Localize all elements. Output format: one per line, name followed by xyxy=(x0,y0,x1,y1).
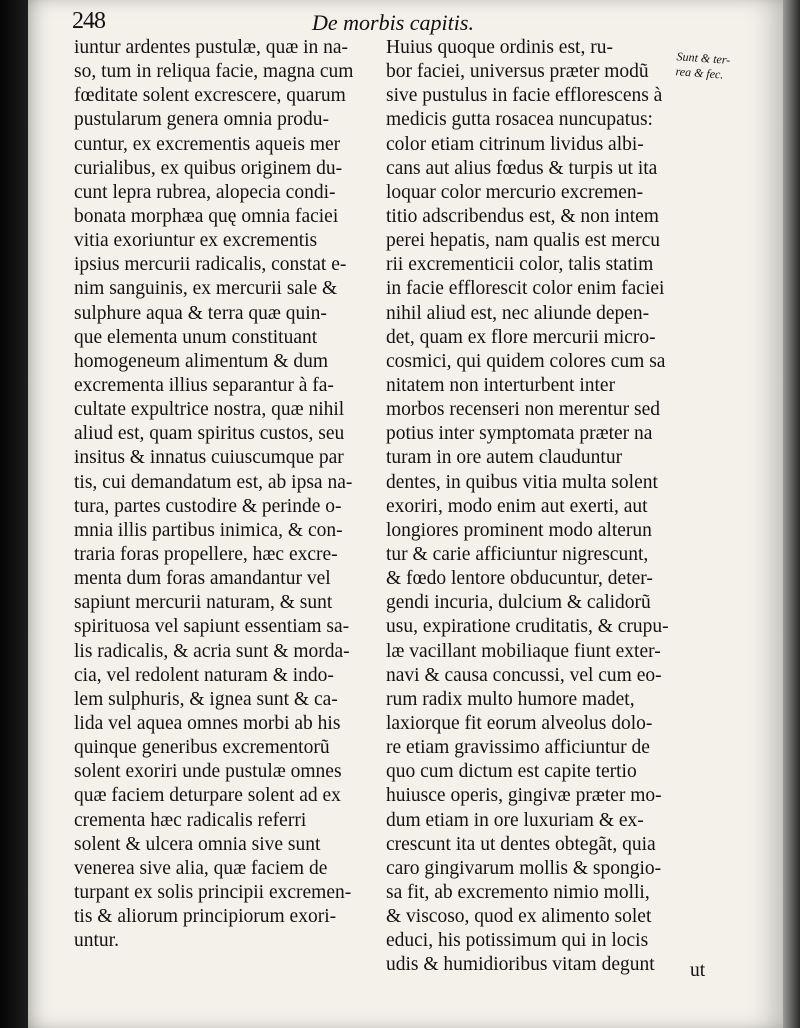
text-line: vitia exoriuntur ex excrementis xyxy=(74,230,318,252)
text-line: caro gingivarum mollis & spongio- xyxy=(386,857,662,879)
text-line: untur. xyxy=(74,930,119,952)
text-line: nim sanguinis, ex mercurii sale & xyxy=(74,278,338,300)
text-line: bor faciei, universus præter modũ xyxy=(386,61,649,83)
text-line: educi, his potissimum qui in locis xyxy=(386,930,649,952)
text-line: læ vacillant mobiliaque fiunt exter- xyxy=(386,640,661,662)
text-line: dum etiam in ore luxuriam & ex- xyxy=(386,809,644,831)
text-line: cunt lepra rubrea, alopecia condi- xyxy=(74,181,336,203)
text-line: homogeneum alimentum & dum xyxy=(74,350,329,372)
text-line: quinque generibus excrementorũ xyxy=(74,737,330,759)
text-line: det, quam ex flore mercurii micro- xyxy=(386,326,656,348)
text-line: bonata morphæa quę omnia faciei xyxy=(74,205,339,227)
text-line: perei hepatis, nam qualis est mercu xyxy=(386,230,660,252)
text-line: nihil aliud est, nec aliunde depen- xyxy=(386,302,650,324)
text-line: pustularum genera omnia produ- xyxy=(74,109,330,131)
text-line: que elementa unum constituant xyxy=(74,326,318,348)
text-line: navi & causa concussi, vel cum eo- xyxy=(386,664,662,686)
text-line: tura, partes custodire & perinde o- xyxy=(74,495,342,517)
text-line: re etiam gravissimo afficiuntur de xyxy=(386,737,650,759)
text-line: in facie efflorescit color enim faciei xyxy=(386,278,665,300)
running-title: De morbis capitis. xyxy=(312,10,474,35)
text-line: usu, expiratione cruditatis, & crupu- xyxy=(386,616,669,638)
text-line: excrementa illius separantur à fa- xyxy=(74,374,334,396)
text-line: lida vel aquea omnes morbi ab his xyxy=(74,712,341,734)
text-line: venerea sive alia, quæ faciem de xyxy=(74,857,328,879)
text-line: gendi incuria, dulcium & calidorũ xyxy=(386,592,651,614)
text-line: tur & carie afficiuntur nigrescunt, xyxy=(386,543,649,565)
text-line: titio adscribendus est, & non intem xyxy=(386,205,659,227)
text-line: quæ faciem deturpare solent ad ex xyxy=(74,785,341,807)
text-line: cultate expultrice nostra, quæ nihil xyxy=(74,399,345,421)
text-line: nitatem non interturbent inter xyxy=(386,374,616,396)
text-line: sapiunt mercurii naturam, & sunt xyxy=(74,592,333,614)
text-line: exoriri, modo enim aut exerti, aut xyxy=(386,495,648,517)
text-line: solent & ulcera omnia sive sunt xyxy=(74,833,321,855)
text-line: color etiam citrinum lividus albi- xyxy=(386,133,644,155)
text-line: spirituosa vel sapiunt essentiam sa- xyxy=(74,616,350,638)
text-line: curialibus, ex quibus originem du- xyxy=(74,157,343,179)
text-line: lis radicalis, & acria sunt & morda- xyxy=(74,640,350,662)
left-text-column xyxy=(74,36,366,953)
text-line: insitus & innatus cuiuscumque par xyxy=(74,447,344,469)
text-line: laxiorque fit eorum alveolus dolo- xyxy=(386,712,653,734)
text-line: traria foras propellere, hæc excre- xyxy=(74,543,338,565)
text-line: crescunt ita ut dentes obtegãt, quia xyxy=(386,833,656,855)
text-line: menta dum foras amandantur vel xyxy=(74,568,331,590)
text-line: loquar color mercurio excremen- xyxy=(386,181,644,203)
text-line: tis, cui demandatum est, ab ipsa na- xyxy=(74,471,353,493)
text-line: ipsius mercurii radicalis, constat e- xyxy=(74,254,347,276)
text-line: fœditate solent excrescere, quarum xyxy=(74,85,346,107)
text-line: morbos recenseri non merentur sed xyxy=(386,399,660,421)
text-line: lem sulphuris, & ignea sunt & ca- xyxy=(74,688,338,710)
text-line: sive pustulus in facie efflorescens à xyxy=(386,85,663,107)
text-line: rum radix multo humore madet, xyxy=(386,688,635,710)
text-line: udis & humidioribus vitam degunt xyxy=(386,954,655,976)
text-line: cans aut alius fœdus & turpis ut ita xyxy=(386,157,658,179)
text-line: quo cum dictum est capite tertio xyxy=(386,761,637,783)
text-line: medicis gutta rosacea nuncupatus: xyxy=(386,109,653,131)
marginal-note xyxy=(675,49,757,85)
text-line: cia, vel redolent naturam & indo- xyxy=(74,664,334,686)
text-line: turam in ore autem clauduntur xyxy=(386,447,623,469)
catchword: ut xyxy=(690,960,706,981)
book-gutter xyxy=(0,0,28,1028)
text-line: & fœdo lentore obducuntur, deter- xyxy=(386,568,653,590)
text-line: aliud est, quam spiritus custos, seu xyxy=(74,423,345,445)
text-line: potius inter symptomata præter na xyxy=(386,423,653,445)
text-line: crementa hæc radicalis referri xyxy=(74,809,307,831)
marginal-line: rea & fec. xyxy=(675,64,724,82)
marginal-line: Sunt & ter- xyxy=(676,49,731,67)
text-line: tis & aliorum principiorum exori- xyxy=(74,906,337,928)
text-line: longiores prominent modo alterun xyxy=(386,519,652,541)
text-line: sulphure aqua & terra quæ quin- xyxy=(74,302,327,324)
text-line: so, tum in reliqua facie, magna cum xyxy=(74,61,354,83)
text-line: solent exoriri unde pustulæ omnes xyxy=(74,761,342,783)
page-edge xyxy=(783,0,800,1028)
text-line: rii excrementicii color, talis statim xyxy=(386,254,654,276)
text-line: sa fit, ab excremento nimio molli, xyxy=(386,881,650,903)
text-line: cuntur, ex excrementis aqueis mer xyxy=(74,133,341,155)
text-line: mnia illis partibus inimica, & con- xyxy=(74,519,343,541)
text-line: huiusce operis, gingivæ præter mo- xyxy=(386,785,662,807)
text-line: dentes, in quibus vitia multa solent xyxy=(386,471,658,493)
text-line: cosmici, qui quidem colores cum sa xyxy=(386,350,666,372)
right-text-column xyxy=(386,36,676,977)
text-line: Huius quoque ordinis est, ru- xyxy=(386,37,613,58)
text-line: turpant ex solis principii excremen- xyxy=(74,881,352,903)
text-line: & viscoso, quod ex alimento solet xyxy=(386,906,652,928)
text-line: iuntur ardentes pustulæ, quæ in na- xyxy=(74,37,349,58)
page-number: 248 xyxy=(72,8,105,34)
